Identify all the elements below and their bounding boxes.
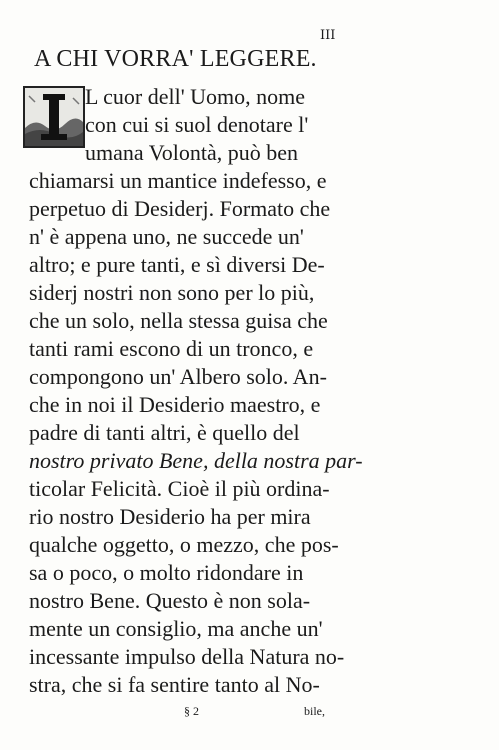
text-line-20: mente un consiglio, ma anche un': [29, 616, 323, 641]
text-line-13: padre di tanti altri, è quello del: [29, 420, 300, 445]
text-line-22: stra, che si fa sentire tanto al No-: [29, 672, 320, 697]
text-line-10: tanti rami escono di un tronco, e: [29, 336, 314, 361]
signature-mark: § 2: [184, 704, 199, 718]
decorated-initial: [23, 86, 85, 148]
text-line-3: umana Volontà, può ben: [85, 140, 299, 165]
text-line-1: L cuor dell' Uomo, nome: [85, 84, 306, 109]
text-line-6: n' è appena uno, ne succede un': [29, 224, 304, 249]
text-line-19: nostro Bene. Questo è non sola-: [29, 588, 311, 613]
text-line-21: incessante impulso della Natura no-: [29, 644, 345, 669]
text-line-4: chiamarsi un mantice indefesso, e: [29, 168, 327, 193]
text-line-11: compongono un' Albero solo. An-: [29, 364, 327, 389]
catchword: bile,: [304, 704, 325, 718]
text-line-18: sa o poco, o molto ridondare in: [29, 560, 304, 585]
page-number: III: [320, 28, 336, 43]
text-line-12: che in noi il Desiderio maestro, e: [29, 392, 321, 417]
text-line-2: con cui si suol denotare l': [85, 112, 309, 137]
text-line-8: siderj nostri non sono per lo più,: [29, 280, 315, 305]
text-line-17: qualche oggetto, o mezzo, che pos-: [29, 532, 339, 557]
text-line-15: ticolar Felicità. Cioè il più ordina-: [29, 476, 330, 501]
text-line-9: che un solo, nella stessa guisa che: [29, 308, 328, 333]
text-line-7: altro; e pure tanti, e sì diversi De-: [29, 252, 325, 277]
text-line-16: rio nostro Desiderio ha per mira: [29, 504, 311, 529]
page-heading: A CHI VORRA' LEGGERE.: [34, 46, 317, 72]
drop-cap-illustration-icon: [25, 88, 83, 146]
text-line-14: nostro privato Bene, della nostra par-: [29, 448, 363, 473]
text-line-5: perpetuo di Desiderj. Formato che: [29, 196, 331, 221]
drop-cap-letter: I: [53, 133, 55, 134]
